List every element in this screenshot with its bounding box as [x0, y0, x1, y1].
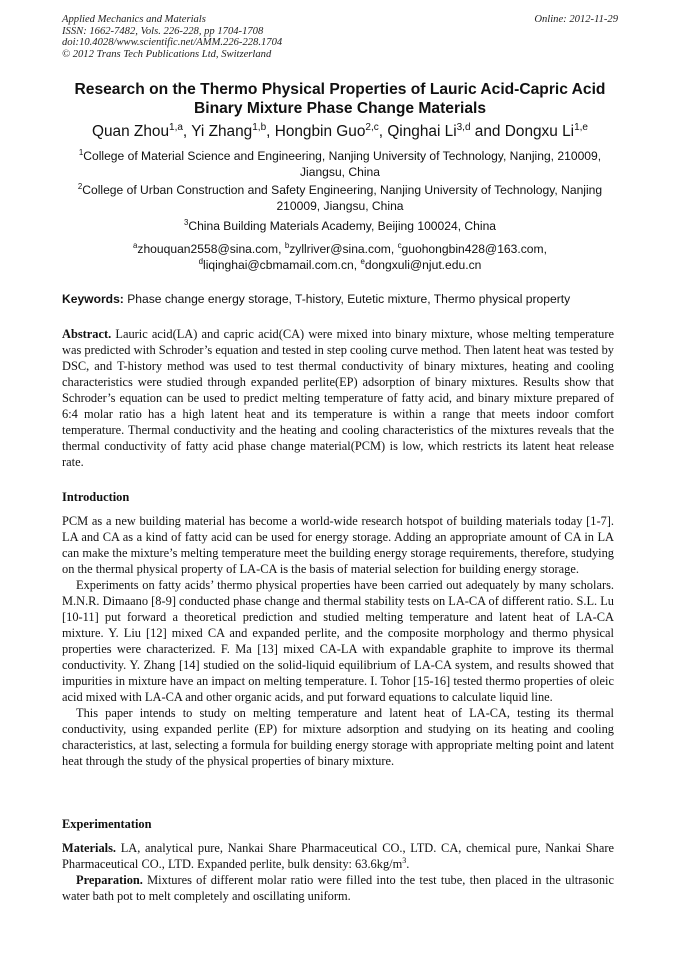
journal-name: Applied Mechanics and Materials: [62, 14, 206, 25]
materials-end: .: [406, 857, 410, 871]
journal-doi: doi:10.4028/www.scientific.net/AMM.226-228.1704: [62, 37, 283, 49]
email-link[interactable]: zhouquan2558@sina.com,: [137, 242, 285, 256]
introduction-body: [62, 513, 614, 769]
keywords-label: Keywords:: [62, 292, 124, 306]
affiliation-3: [62, 219, 618, 235]
author-sup: 2,c: [365, 121, 379, 133]
author-name: Hongbin Guo: [274, 123, 366, 140]
materials-text: LA, analytical pure, Nankai Share Pharmaceutical CO., LTD. CA, chemical pure, Nankai Share Pharmaceutical CO., LTD. Expanded perlite, bulk density: 63.6kg/m: [62, 841, 614, 871]
author-name: Quan Zhou: [92, 123, 170, 140]
author-name: Dongxu Li: [504, 123, 575, 140]
journal-issn: ISSN: 1662-7482, Vols. 226-228, pp 1704-1708: [62, 25, 264, 37]
journal-header: [62, 14, 618, 60]
paragraph-materials: [62, 840, 614, 872]
abstract-label: Abstract.: [62, 327, 112, 341]
preparation-text: Mixtures of different molar ratio were filled into the test tube, then placed in the ultrasonic water bath pot to melt completely and oscillating uniform.: [62, 873, 614, 903]
keywords-text: Phase change energy storage, T-history, Eutetic mixture, Thermo physical property: [123, 292, 571, 306]
materials-label: Materials.: [62, 841, 117, 855]
journal-copyright: © 2012 Trans Tech Publications Ltd, Switzerland: [62, 48, 272, 60]
author-separator: ,: [182, 123, 192, 140]
author-sup: 1,e: [574, 121, 588, 133]
title-line-1: Research on the Thermo Physical Properties of Lauric Acid-Capric Acid: [74, 81, 606, 98]
paragraph-preparation: [62, 872, 614, 904]
paragraph: Experiments on fatty acids’ thermo physical properties have been carried out adequately by many scholars. M.N.R. Dimaano [8-9] conducted phase change and thermal stability tests on LA-CA of different ratio. S.L. Lu [10-11] put forward a theoretical prediction and studied melting temperature and latent heat of LA-CA mixture. Y. Liu [12] mixed CA and expanded perlite, and the composite morphology and thermo physical properties were characterized. F. Ma [13] mixed CA-LA with expandable graphite to improve its thermal conductivity. Y. Zhang [14] studied on the solid-liquid equilibrium of LA-CA system, and results showed that impurities in mixture have an impact on melting temperature. I. Tohor [15-16] tested thermo properties of oleic acid mixed with LA-CA and other organic acids, and put forward equations to calculate liquid line.: [62, 578, 614, 704]
affiliation-text: College of Urban Construction and Safety Engineering, Nanjing University of Technology, Nanjing 210009, Jiangsu, China: [82, 183, 603, 213]
email-link[interactable]: liqinghai@cbmamail.com.cn,: [203, 257, 361, 272]
preparation-label: Preparation.: [76, 873, 143, 887]
affiliation-2: [62, 183, 618, 214]
author-name: Qinghai Li: [387, 123, 457, 140]
affiliation-1: [62, 149, 618, 180]
email-sup: e: [360, 256, 365, 266]
email-link[interactable]: dongxuli@njut.edu.cn: [364, 257, 482, 272]
affiliation-text: College of Material Science and Engineering, Nanjing University of Technology, Nanjing, 210009, Jiangsu, China: [83, 149, 602, 179]
paper-title: [55, 80, 625, 118]
author-separator: ,: [266, 123, 275, 140]
title-line-2: Binary Mixture Phase Change Materials: [193, 100, 487, 117]
email-sup: a: [133, 240, 138, 250]
email-line-2: [62, 258, 618, 274]
affiliation-text: China Building Materials Academy, Beijing 100024, China: [188, 219, 497, 233]
section-heading-experimentation: Experimentation: [62, 817, 152, 831]
author-separator: ,: [378, 123, 388, 140]
materials-sup: 3: [402, 855, 407, 865]
experimentation-body: [62, 840, 614, 904]
email-link[interactable]: guohongbin428@163.com,: [401, 242, 547, 256]
section-heading-introduction: Introduction: [62, 490, 130, 504]
paragraph: This paper intends to study on melting temperature and latent heat of LA-CA, testing its thermal conductivity, using expanded perlite (EP) for mixture adsorption and studying on its heating and cooling characteristics, at last, selecting a formula for building energy storage with appropriate melting point and latent heat through the study of the physical properties of binary mixture.: [62, 706, 614, 768]
author-sup: 3,d: [456, 121, 471, 133]
author-list: [55, 122, 625, 141]
author-sup: 1,a: [169, 121, 183, 133]
affiliation-number: 3: [183, 217, 189, 227]
email-sup: d: [198, 256, 204, 266]
email-sup: c: [397, 240, 402, 250]
email-link[interactable]: zyllriver@sina.com,: [289, 242, 398, 256]
keywords: [62, 292, 618, 307]
abstract-text: Lauric acid(LA) and capric acid(CA) were mixed into binary mixture, whose melting temperature was predicted with Schroder’s equation and tested in step cooling curve method. Then latent heat was tested by DSC, and T-history method was used to test thermal conductivity of binary mixtures, heating and cooling characteristics were studied through expanded perlite(EP) adsorption of binary mixtures. Results show that Schroder’s equation can be used to predict melting temperature of fatty acid, and binary mixture prepared of 6:4 molar ratio has a high latent heat and its temperature is within a range that meets indoor comfort temperature. Thermal conductivity and the heating and cooling characteristics of the mixtures reveals that the thermal conductivity of fatty acid phase change material(PCM) is low, which restricts its latent heat release rate.: [62, 327, 614, 469]
online-date: Online: 2012-11-29: [534, 14, 618, 25]
abstract: [62, 326, 614, 470]
affiliation-number: 2: [77, 181, 83, 191]
author-name: Yi Zhang: [191, 123, 253, 140]
author-sup: 1,b: [252, 121, 267, 133]
author-separator: and: [470, 123, 505, 140]
email-sup: b: [284, 240, 290, 250]
affiliation-number: 1: [78, 147, 84, 157]
author-emails: [62, 242, 618, 273]
paragraph: PCM as a new building material has become a world-wide research hotspot of building materials today [1-7]. LA and CA as a kind of fatty acid can be used for energy storage. Adding an appropriate amount of CA in LA can make the mixture’s melting temperature meet the building energy storage requirements, therefore, studying on the thermal physical property of LA-CA is the basis of material selection for building energy storage.: [62, 514, 614, 576]
email-line-1: [62, 242, 618, 258]
